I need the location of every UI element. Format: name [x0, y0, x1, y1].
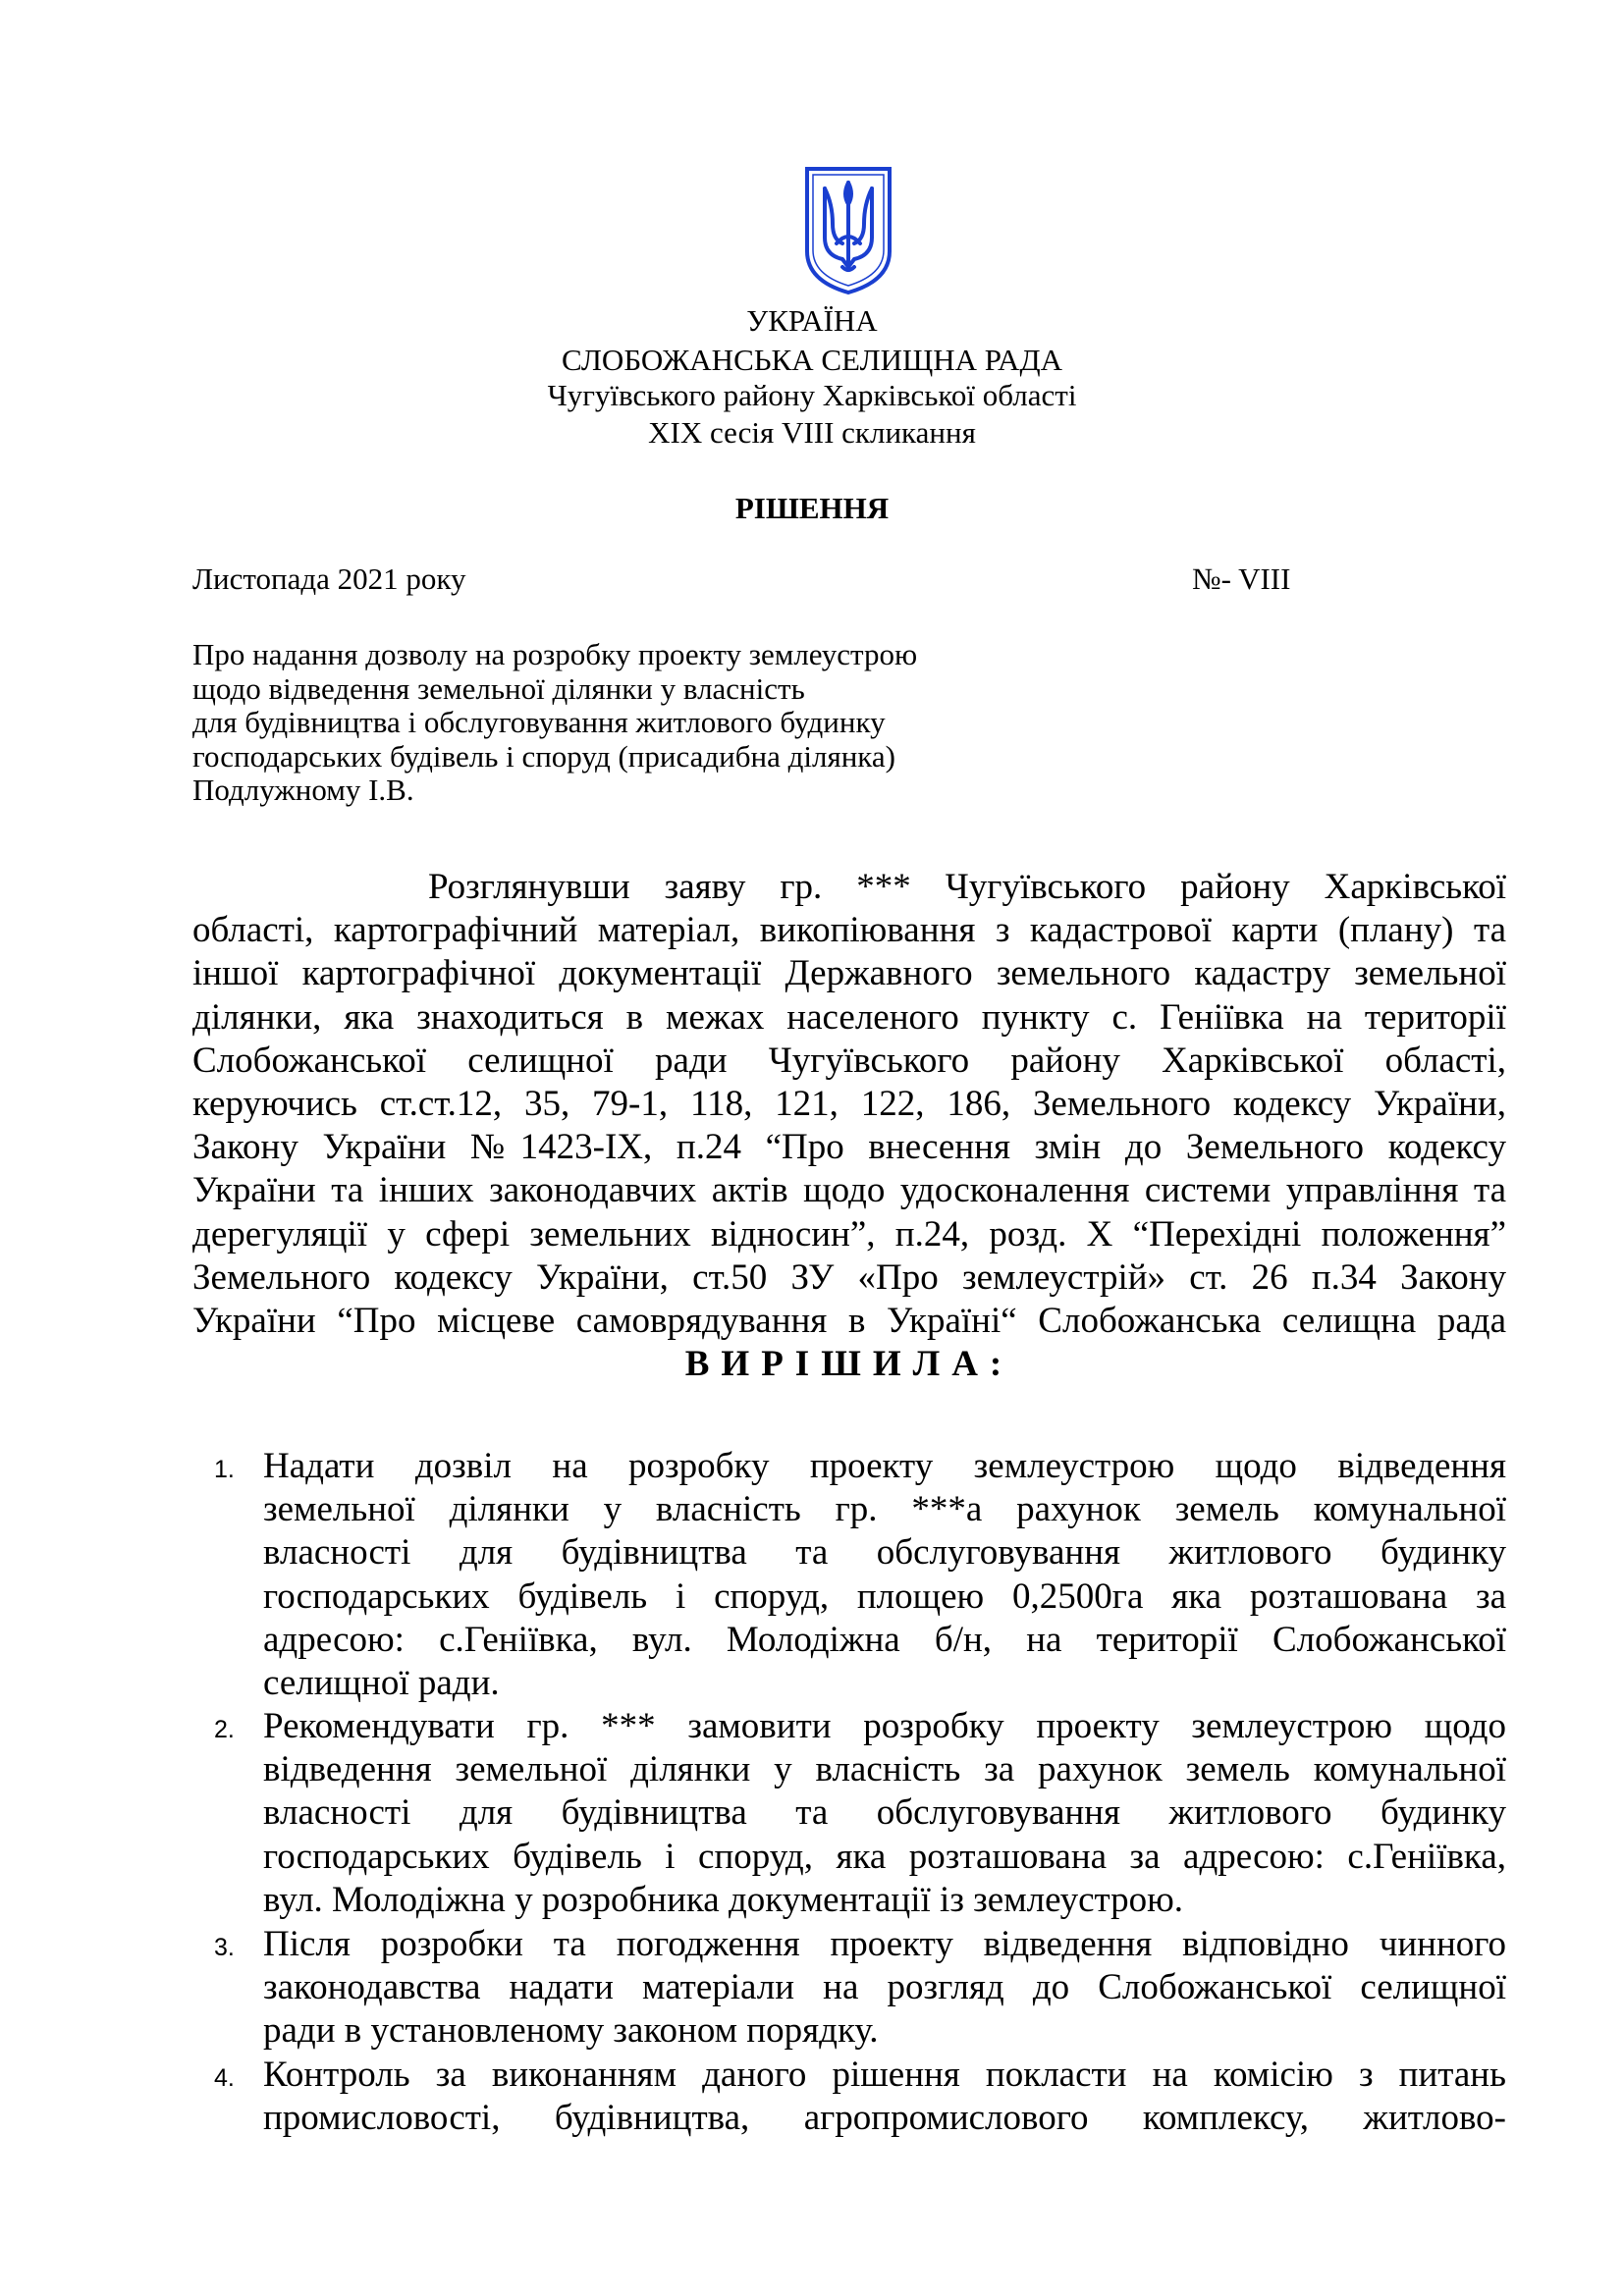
decision-number: №- VIII: [1192, 561, 1291, 596]
item-number: 1.: [214, 1456, 235, 1483]
subject-line: господарських будівель і споруд (присадибна ділянка): [192, 738, 895, 774]
preamble-line: дерегуляції у сфері земельних відносин”, п.24, розд. X “Перехідні положення”: [192, 1213, 1506, 1255]
preamble-line: Закону України №1423-IX, п.24 “Про внесення змін до Земельного кодексу: [192, 1127, 1506, 1168]
item-number: 2.: [214, 1716, 235, 1743]
item-number: 3.: [214, 1934, 235, 1961]
decided-heading: ВИРІШИЛА:: [684, 1344, 1014, 1385]
decision-item-4: [214, 2054, 1506, 2140]
item-line: земельної ділянки у власність гр. ***а рахунок земель комунальної: [263, 1489, 1506, 1530]
preamble-line: Слобожанської селищної ради Чугуївського району Харківської області,: [192, 1040, 1506, 1081]
preamble-line: області, картографічний матеріал, викопіювання з кадастрової карти (плану) та: [192, 910, 1506, 951]
council-title: СЛОБОЖАНСЬКА СЕЛИЩНА РАДА: [562, 343, 1062, 377]
preamble-line: керуючись ст.ст.12, 35, 79-1, 118, 121, 122, 186, Земельного кодексу України,: [192, 1084, 1506, 1125]
subject-line: Про надання дозволу на розробку проекту землеустрою: [192, 637, 918, 671]
preamble-line: Розглянувши заяву гр. *** Чугуївського району Харківської: [428, 867, 1506, 907]
item-line: Надати дозвіл на розробку проекту землеустрою щодо відведення: [263, 1446, 1506, 1486]
decision-subject: [192, 638, 917, 808]
preamble-line: іншої картографічної документації Державного земельного кадастру земельної: [192, 953, 1506, 994]
decision-item-1: [214, 1445, 1506, 1705]
decision-item-2: [214, 1705, 1506, 1922]
item-line: Після розробки та погодження проекту відведення відповідно чинного: [263, 1924, 1506, 1964]
document-type: РІШЕННЯ: [734, 491, 890, 525]
preamble-line: ділянки, яка знаходиться в межах населеного пункту с. Геніївка на території: [192, 996, 1506, 1038]
preamble-line: Земельного кодексу України, ст.50 ЗУ «Про землеустрій» ст. 26 п.34 Закону: [192, 1256, 1506, 1298]
country-title: УКРАЇНА: [746, 303, 878, 338]
item-line: селищної ради.: [263, 1663, 500, 1704]
decision-item-3: [214, 1923, 1506, 2054]
item-line: відведення земельної ділянки у власність за рахунок земель комунальної: [263, 1749, 1506, 1790]
item-line: ради в установленому законом порядку.: [263, 2010, 879, 2052]
item-line: законодавства надати матеріали на розгляд до Слобожанської селищної: [263, 1967, 1506, 2008]
item-line: адресою: с.Геніївка, вул. Молодіжна б/н, на території Слобожанської: [263, 1619, 1506, 1660]
subject-line: для будівництва і обслуговування житлового будинку: [192, 705, 886, 739]
subject-line: щодо відведення земельної ділянки у власність: [192, 670, 805, 706]
trident-emblem-icon: [803, 165, 893, 296]
decision-date: Листопада 2021 року: [192, 561, 466, 596]
preamble: [192, 866, 1506, 1386]
date-number-row: [192, 561, 1310, 597]
item-line: Контроль за виконанням даного рішення покласти на комісію з питань: [263, 2055, 1506, 2095]
item-line: власності для будівництва та обслуговування житлового будинку: [263, 1792, 1506, 1834]
item-line: господарських будівель і споруд, яка розташована за адресою: с.Геніївка,: [263, 1836, 1506, 1877]
session-title: XIX сесія VIII скликання: [648, 415, 976, 450]
item-line: Рекомендувати гр. *** замовити розробку проекту землеустрою щодо: [263, 1706, 1506, 1746]
item-line: власності для будівництва та обслуговування житлового будинку: [263, 1532, 1506, 1574]
preamble-line: України “Про місцеве самоврядування в Україні“ Слобожанська селищна рада: [192, 1301, 1506, 1342]
preamble-line: України та інших законодавчих актів щодо удосконалення системи управління та: [192, 1170, 1506, 1211]
subject-line: Подлужному І.В.: [192, 773, 414, 807]
district-title: Чугуївського району Харківської області: [547, 378, 1077, 412]
item-number: 4.: [214, 2064, 235, 2092]
item-line: господарських будівель і споруд, площею 0,2500га яка розташована за: [263, 1575, 1506, 1617]
item-line: промисловості, будівництва, агропромислового комплексу, житлово-: [263, 2098, 1506, 2139]
item-line: вул. Молодіжна у розробника документації із землеустрою.: [263, 1879, 1184, 1920]
